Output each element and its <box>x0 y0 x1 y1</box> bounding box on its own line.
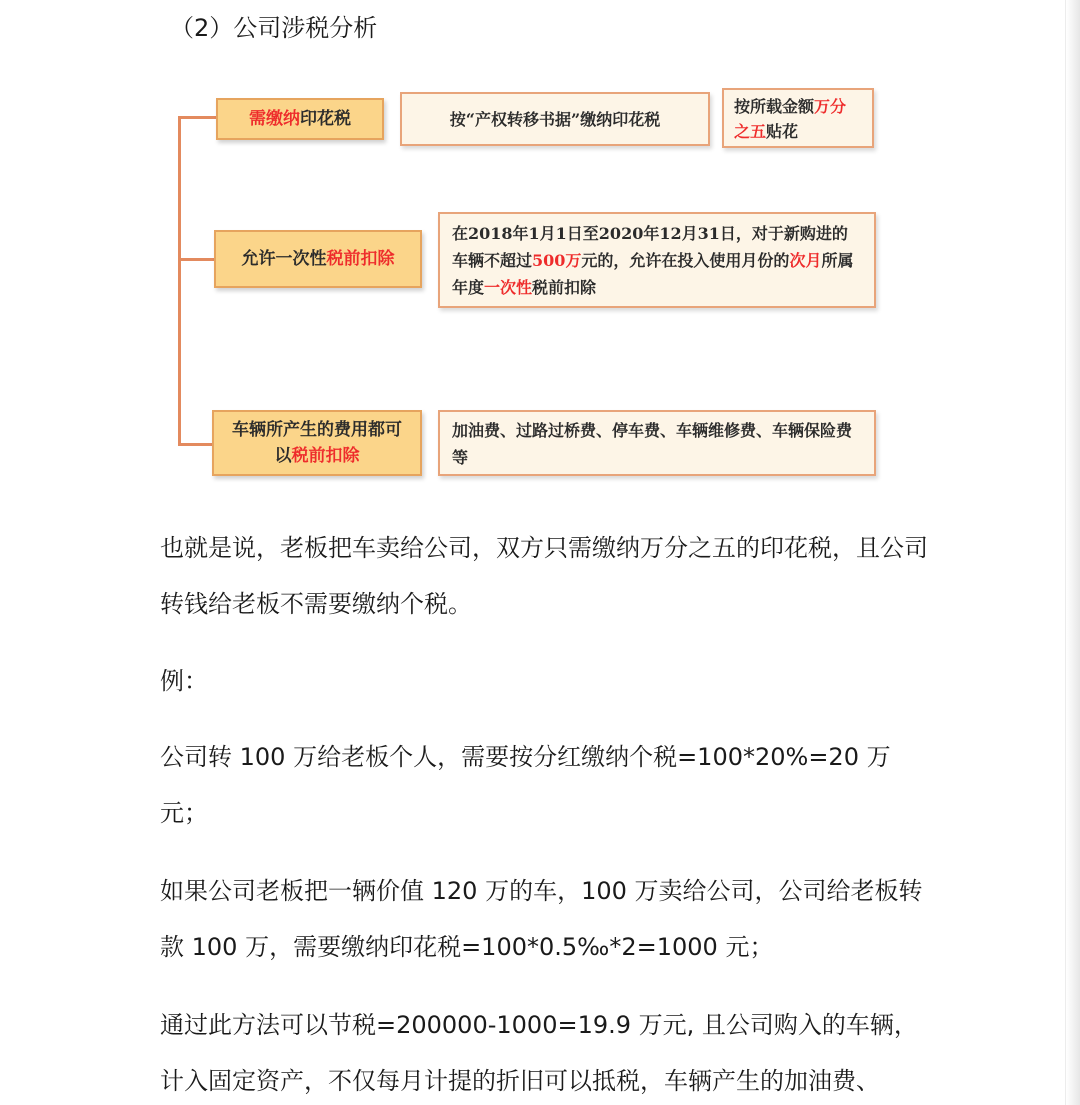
deduction-policy-one-time: 一次性 <box>484 278 533 297</box>
node-one-time-deduction-text: 允许一次性 <box>241 249 327 269</box>
deduction-policy-text-4: 税前扣除 <box>532 278 597 297</box>
deduction-policy-limit: 500万 <box>532 251 582 270</box>
paragraph-example-label: 例： <box>160 667 208 695</box>
node-expense-deduction-red: 税前扣除 <box>291 446 360 466</box>
connector-vertical <box>178 116 181 446</box>
box-stamp-tax-rate-post: 贴花 <box>766 122 799 141</box>
box-stamp-tax-basis-text: 按“产权转移书据”缴纳印花税 <box>449 109 661 129</box>
node-stamp-tax-text: 印花税 <box>300 109 351 129</box>
box-deductible-expenses <box>438 410 876 476</box>
deduction-policy-next-month: 次月 <box>789 251 822 270</box>
connector-branch-3 <box>178 443 214 446</box>
box-deduction-policy <box>438 212 876 308</box>
node-one-time-deduction <box>214 230 422 288</box>
node-expense-deduction-text: 车辆所产生的费用都可以 <box>232 420 402 466</box>
deduction-policy-text-3: 所属年度 <box>452 251 854 297</box>
node-stamp-tax-red: 需缴纳 <box>249 109 300 129</box>
paragraph-dividend-tax: 公司转 100 万给老板个人，需要按分红缴纳个税=100*20%=20 万元； <box>160 743 891 827</box>
node-stamp-tax <box>216 98 384 140</box>
node-expense-deduction <box>212 410 422 476</box>
box-stamp-tax-rate-pre: 按所载金额 <box>734 97 815 116</box>
node-one-time-deduction-red: 税前扣除 <box>326 249 395 269</box>
tax-analysis-diagram <box>170 82 890 492</box>
connector-branch-1 <box>178 116 218 119</box>
section-heading: （2）公司涉税分析 <box>170 14 378 42</box>
page-edge <box>1065 0 1080 1105</box>
deductible-expenses-text: 加油费、过路过桥费、停车费、车辆维修费、车辆保险费等 <box>452 421 853 467</box>
paragraph-tax-saving: 通过此方法可以节税=200000-1000=19.9 万元, 且公司购入的车辆，计入固定资产，不仅每月计提的折旧可以抵税，车辆产生的加油费、 <box>160 1011 918 1095</box>
paragraph-summary: 也就是说，老板把车卖给公司，双方只需缴纳万分之五的印花税，且公司转钱给老板不需要缴纳个税。 <box>160 534 928 618</box>
box-stamp-tax-basis <box>400 92 710 146</box>
box-stamp-tax-rate-red: 万分之五 <box>734 97 847 141</box>
deduction-policy-text-2: 元的，允许在投入使用月份的 <box>581 251 790 270</box>
deduction-policy-text-1: 在2018年1月1日至2020年12月31日，对于新购进的车辆不超过 <box>452 224 848 270</box>
paragraph-stamp-tax-example: 如果公司老板把一辆价值 120 万的车，100 万卖给公司，公司给老板转款 100 万，需要缴纳印花税=100*0.5‰*2=1000 元； <box>160 877 923 961</box>
connector-branch-2 <box>178 258 216 261</box>
box-stamp-tax-rate <box>722 88 874 148</box>
